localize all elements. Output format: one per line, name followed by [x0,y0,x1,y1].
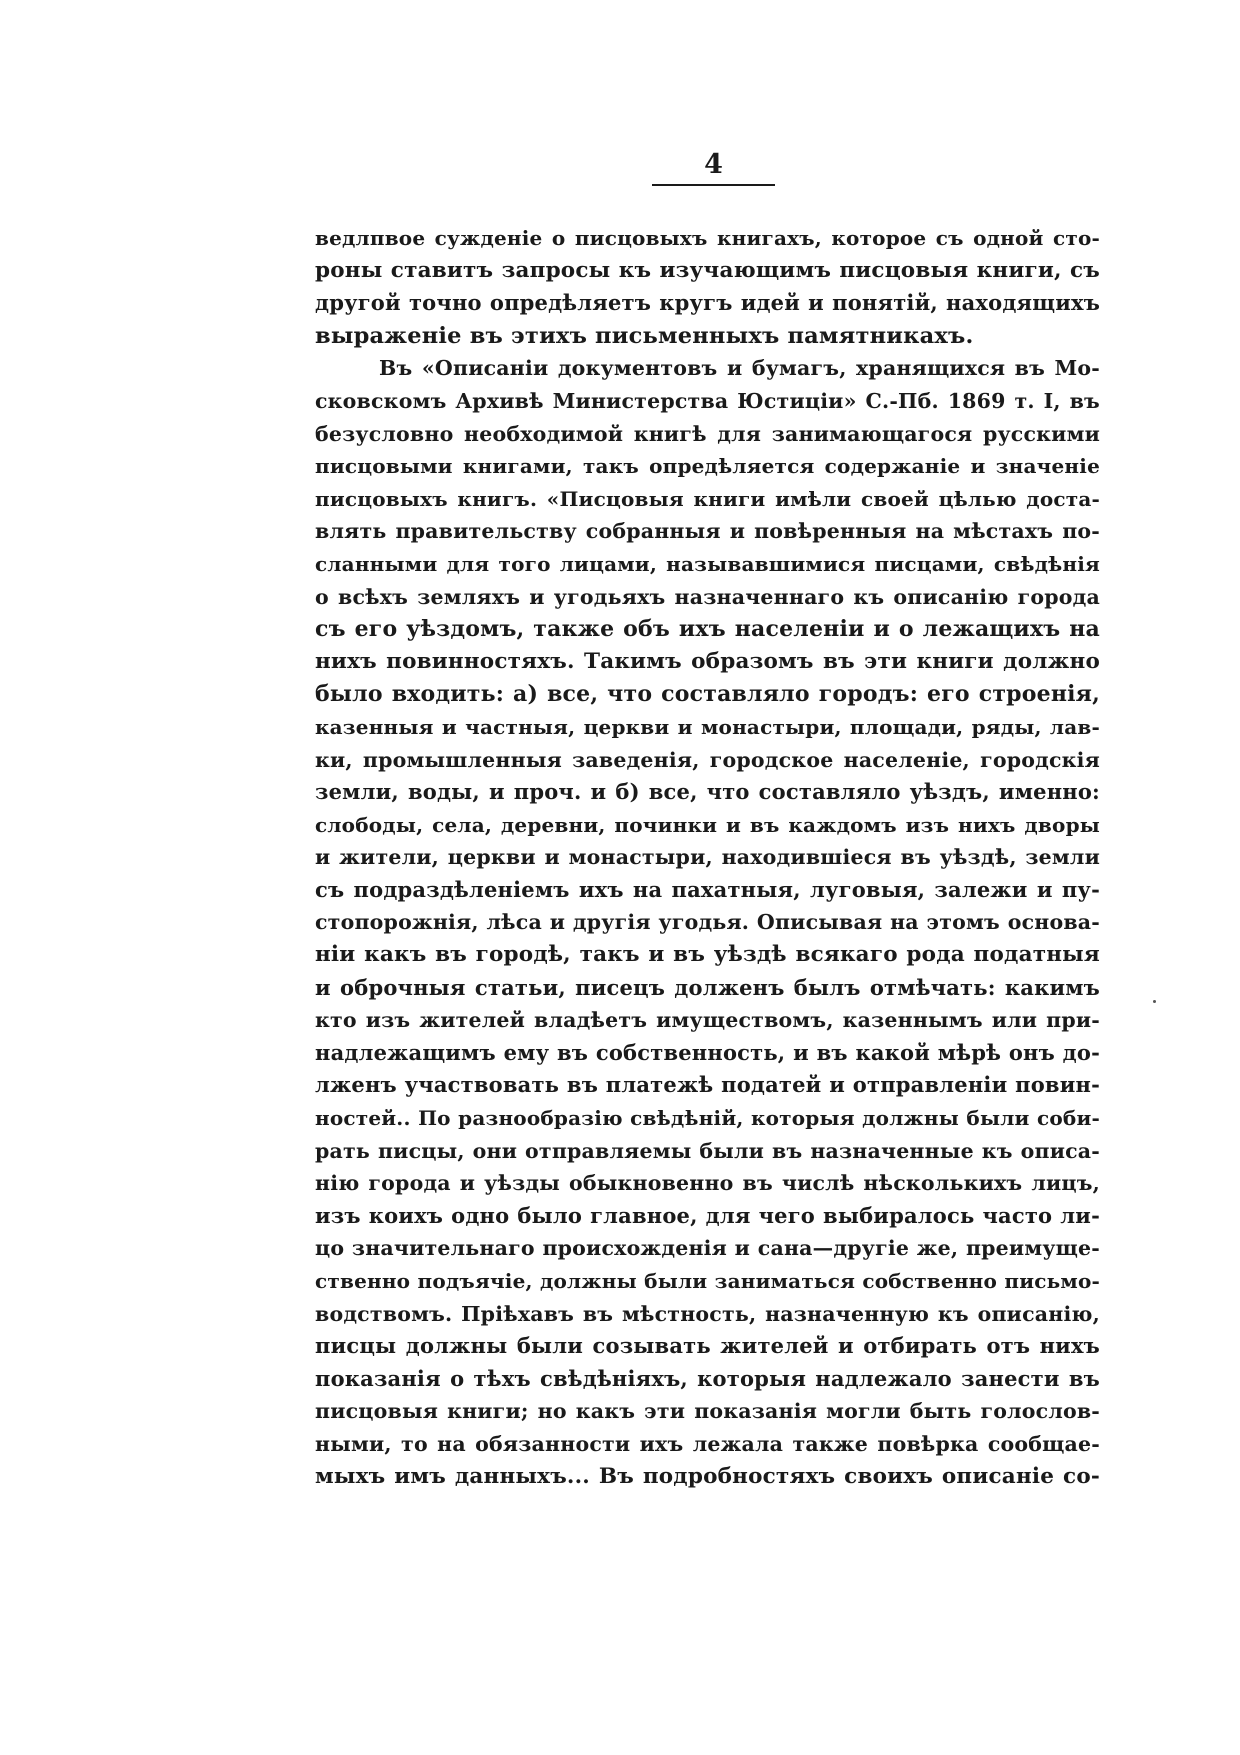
text-line: лженъ участвовать въ платежѣ податей и отправленіи повин- [315,1072,1100,1098]
text-line: кто изъ жителей владѣетъ имуществомъ, казеннымъ или при- [315,1008,1100,1033]
text-line: земли, воды, и проч. и б) все, что составляло уѣздъ, именно: [315,779,1100,805]
text-line: другой точно опредѣляетъ кругъ идей и понятій, находящихъ [315,290,1100,316]
text-line: роны ставитъ запросы къ изучающимъ писцовыя книги, съ [315,257,1100,283]
text-line: безусловно необходимой книгѣ для занимающагося русскими [315,421,1100,446]
text-line: писцовыми книгами, такъ опредѣляется содержаніе и значеніе [315,454,1100,479]
page-header [652,150,775,186]
text-line: выраженіе въ этихъ письменныхъ памятникахъ. [315,322,974,349]
text-line: съ подраздѣленіемъ ихъ на пахатныя, луговыя, залежи и пу- [315,876,1100,902]
text-line: надлежащимъ ему въ собственность, и въ какой мѣрѣ онъ до- [315,1039,1100,1065]
text-line: показанія о тѣхъ свѣдѣніяхъ, которыя надлежало занести въ [315,1365,1100,1391]
text-line: стопорожнія, лѣса и другія угодья. Описывая на этомъ основа- [315,910,1100,935]
header-rule [652,184,775,186]
text-line: казенныя и частныя, церкви и монастыри, площади, ряды, лав- [315,714,1100,739]
text-line: сланными для того лицами, называвшимися писцами, свѣдѣнія [315,551,1100,576]
text-line: нихъ повинностяхъ. Такимъ образомъ въ эти книги должно [315,648,1100,674]
text-line: ки, промышленныя заведенія, городское населеніе, городскія [315,747,1100,772]
text-line: нію города и уѣзды обыкновенно въ числѣ нѣсколькихъ лицъ, [315,1171,1100,1196]
text-line: и оброчныя статьи, писецъ долженъ былъ отмѣчать: какимъ [315,974,1100,1000]
text-line: ведлпвое сужденіе о писцовыхъ книгахъ, которое съ одной сто- [315,226,1100,250]
text-line: было входить: а) все, что составляло городъ: его строенія, [315,681,1100,708]
text-line: мыхъ имъ данныхъ... Въ подробностяхъ своихъ описаніе со- [315,1463,1100,1489]
text-line: и жители, церкви и монастыри, находившіеся въ уѣздѣ, земли [315,845,1100,870]
text-line: ніи какъ въ городѣ, такъ и въ уѣздѣ всякаго рода податныя [315,942,1100,968]
text-line: изъ коихъ одно было главное, для чего выбиралось часто ли- [315,1202,1100,1228]
text-line: ственно подъячіе, должны были заниматься собственно письмо- [315,1269,1100,1293]
text-line: сковскомъ Архивѣ Министерства Юстиціи» С.-Пб. 1869 т. I, въ [315,388,1100,413]
text-line: писцовыя книги; но какъ эти показанія могли быть голослов- [315,1399,1100,1424]
text-line: писцовыхъ книгъ. «Писцовыя книги имѣли своей цѣлью доста- [315,486,1100,511]
text-line: писцы должны были созывать жителей и отбирать отъ нихъ [315,1333,1100,1359]
text-line: съ его уѣздомъ, также объ ихъ населеніи и о лежащихъ на [315,616,1100,643]
text-line: цо значительнаго происхожденія и сана—другіе же, преимуще- [315,1236,1100,1261]
text-line: рать писцы, они отправляемы были въ назначенные къ описа- [315,1138,1100,1163]
body-text [315,222,1100,1493]
paragraph-first-line: Въ «Описаніи документовъ и бумагъ, хранящихся въ Мо- [379,356,1100,381]
text-line: водствомъ. Пріѣхавъ въ мѣстность, назначенную къ описанію, [315,1301,1100,1326]
scan-speck [1153,1000,1156,1003]
text-line: слободы, села, деревни, починки и въ каждомъ изъ нихъ дворы [315,812,1100,837]
page-number: 4 [704,149,723,180]
text-line: ными, то на обязанности ихъ лежала также повѣрка сообщае- [315,1431,1100,1456]
text-line: о всѣхъ земляхъ и угодьяхъ назначеннаго къ описанію города [315,584,1100,609]
text-line: ностей.. По разнообразію свѣдѣній, которыя должны были соби- [315,1106,1100,1131]
text-line: влять правительству собранныя и повѣренныя на мѣстахъ по- [315,519,1100,544]
